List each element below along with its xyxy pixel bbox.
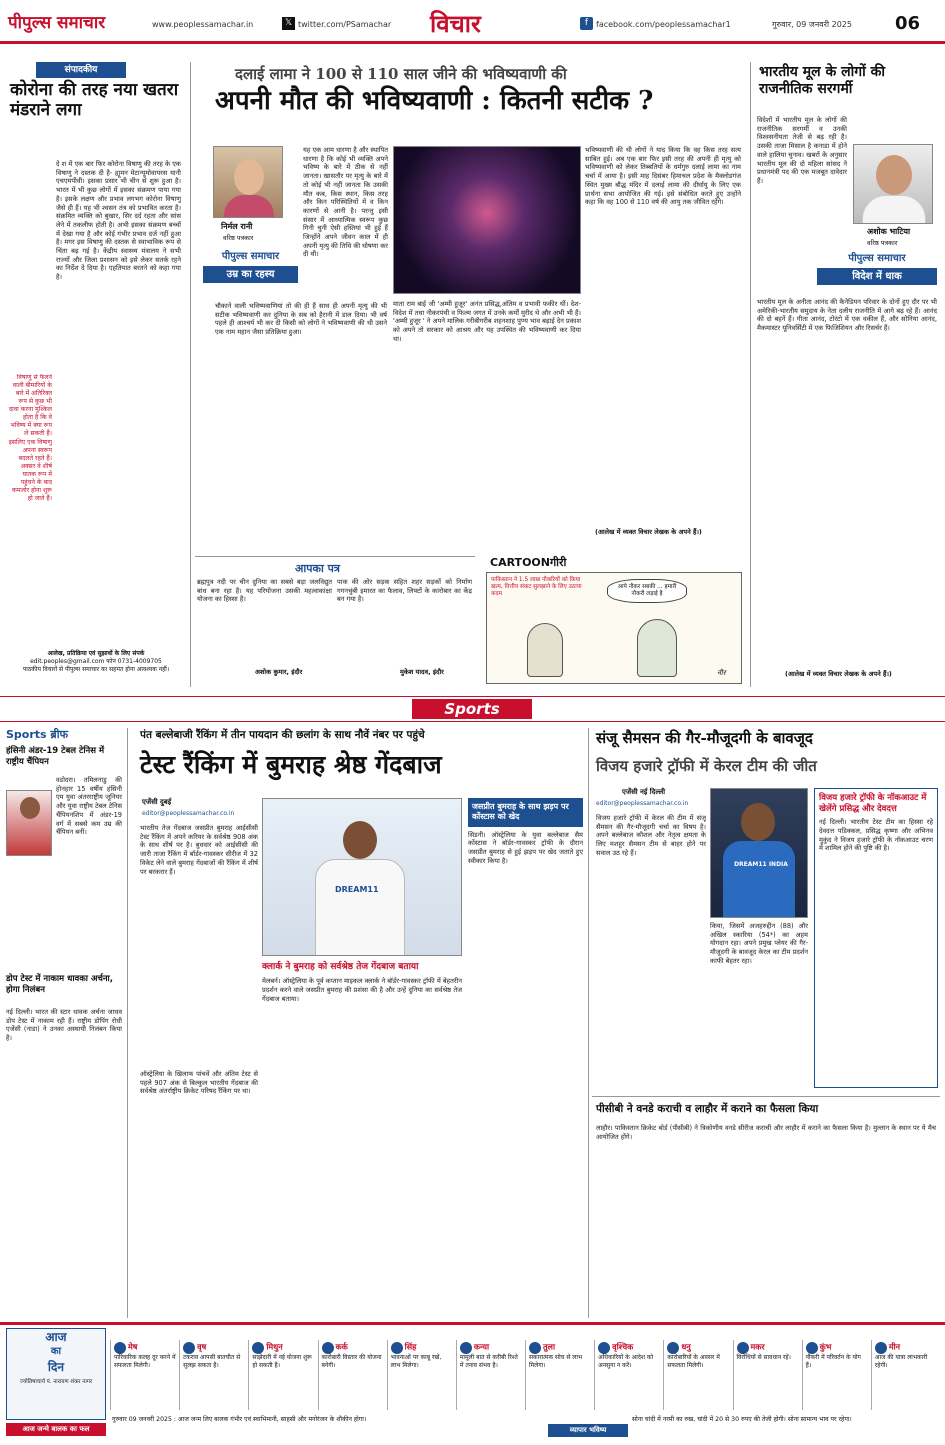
knockout-body: नई दिल्ली। भारतीय टेस्ट टीम का हिस्सा रहे देवदत्त पडिक्कल, प्रसिद्ध कृष्णा और अभिनव मुकुंद ने विजय हजारे ट्रॉफी के नॉकआउट चरण में शामिल होने की पुष्टि की है। — [819, 818, 933, 853]
zodiac-name: मीन — [888, 1342, 901, 1352]
cartoon-label: CARTOONगीरी — [490, 556, 567, 569]
market-text: सोना चांदी में नरमी का रुख, चांदी में 20 से 30 रुपए की तेजी होगी। सोना सामान्य भाव पर रहेगा। — [632, 1416, 852, 1423]
zodiac-cell — [663, 1340, 732, 1410]
diaspora-body1: विदेशों में भारतीय मूल के लोगों की राजनीतिक सरगर्मी व उनकी विश्वसनीयता तेजी से बढ़ रही है। उसकी ताजा मिसाल है कनाडा में होने वाले हालिया चुनाव। खबरों के अनुसार भारतीय मूल की दो महिला सांसद ने प्रधानमंत्री पद की एक मजबूत दावेदार हैं। — [757, 116, 847, 185]
sanju-body2: किया, जिसमें अजहरुद्दीन (88) और अखिल स्कारिया (54*) का अहम योगदान रहा। अपने प्रमुख प्लेयर की गैर-मौजूदगी के बावजूद केरल का टीम प्रदर्शन काफी बेहतर रहा। — [710, 922, 808, 965]
zodiac-text: कारोबारी विस्तार की योजना बनेगी। — [321, 1354, 382, 1369]
series-label: उम्र का रहस्य — [203, 266, 298, 284]
diaspora-headline: भारतीय मूल के लोगों की राजनीतिक सरगर्मी — [759, 64, 886, 97]
sanju-photo — [710, 788, 808, 918]
zodiac-name: कुंभ — [819, 1342, 832, 1352]
bumrah-inset — [262, 962, 462, 1202]
brief2-headline: डोप टेस्ट में नाकाम धावका अर्चना, होगा निलंबन — [6, 974, 113, 995]
main-author-note: (आलेख में व्यक्त विचार लेखक के अपने हैं।) — [595, 528, 702, 536]
horoscope-title-3: दिन — [47, 1359, 65, 1374]
website-link[interactable]: www.peoplessamachar.in — [152, 20, 254, 29]
cartoon-panel — [486, 572, 742, 684]
zodiac-cell — [110, 1340, 179, 1410]
zodiac-cell — [318, 1340, 387, 1410]
horoscope-title-2: का — [50, 1346, 62, 1358]
zodiac-name: मिथुन — [266, 1342, 283, 1352]
pcb-body: लाहौर। पाकिस्तान क्रिकेट बोर्ड (पीसीबी) ने त्रिकोणीय वनडे सीरीज कराची और लाहौर में कराने का फैसला किया है। मुल्तान के स्थान पर ये मैच आयोजित होंगे। — [596, 1124, 936, 1141]
sanju-jersey-text: DREAM11 INDIA — [734, 861, 788, 868]
diaspora-series-label: विदेश में धाक — [817, 268, 937, 286]
page-number: 06 — [895, 13, 921, 34]
main-headline: अपनी मौत की भविष्यवाणी : कितनी सटीक ? — [215, 86, 654, 116]
zodiac-name: सिंह — [404, 1342, 417, 1352]
cartoon-bubble: आये नौकर सबकी ... हमारी नौकरी लड़ाई है — [607, 579, 687, 603]
zodiac-cell — [525, 1340, 594, 1410]
brief1-headline: हंसिनी अंडर-19 टेबल टेनिस में राष्ट्रीय चैंपियन — [6, 746, 105, 767]
bumrah-body2: ऑस्ट्रेलिया के खिलाफ पांचवें और अंतिम टेस्ट से पहले 907 अंक से बिल्कुल भारतीय गेंदबाज की सर्वश्रेष्ठ अंतर्राष्ट्रीय क्रिकेट परिषद रैंकिंग पर था। — [140, 1070, 258, 1096]
editorial-headline: कोरोना की तरह नया खतरा मंडराने लगा — [10, 80, 179, 121]
x-icon: 𝕏 — [282, 17, 295, 30]
main-col4: भविष्यवाणी की थी लोगों ने याद किया कि वह किस तरह सत्य साबित हुई। अब एक बार फिर इसी तरह की अपनी ही मृत्यु को भविष्यवाणी को लेकर तिब्बतियों के धर्मगुरु दलाई लामा का नाम चर्चा में आया है। इसी माह दिसंबर हिमाचल प्रदेश के मैक्लोडगंज स्थित मुख्य बौद्ध मंदिर में दलाई लामा की दीर्घायु के लिए एक प्रार्थना सभा आयोजित की गई। इसे संबोधित करते हुए उन्होंने कहा कि वह 100 से 110 वर्ष की आयु तक जीवित रहेंगे। — [585, 146, 741, 207]
zodiac-cell — [456, 1340, 525, 1410]
zodiac-cell — [387, 1340, 456, 1410]
zodiac-text: भावनाओं पर काबू रखें, लाभ मिलेगा। — [390, 1354, 442, 1369]
cartoon-signature: नीर — [717, 669, 726, 677]
divider — [127, 728, 128, 1318]
birthday-label: आज जन्मे बालक का फल — [6, 1423, 106, 1436]
editorial-contact-email[interactable]: edit.peoples@gmail.com फोन 0731-4009705 — [30, 657, 162, 665]
daily-line: गुरुवार 09 जनवरी 2025 : आज जन्म लिए बालक गंभीर एवं स्वाभिमानी, साहसी और मनोरंजन के शौकीन होगा। — [112, 1416, 367, 1423]
cosmic-image — [393, 146, 581, 294]
letter-1: ब्रह्मपुत्र नदी पर चीन दुनिया का सबसे बड़ा जलविद्युत बांध बना रहा है। यह परियोजना उसकी महत्वाकांक्षा योजना का हिस्सा है। — [197, 578, 332, 604]
series-box — [203, 250, 298, 292]
brief-label: Sports ब्रीफ — [6, 728, 69, 741]
bumrah-article — [130, 726, 585, 1321]
sanju-byline: एजेंसी नई दिल्ली — [622, 788, 666, 796]
brief1-body: वडोदरा। तमिलनाडु की होनहार 15 वर्षीय हंसिनी एम युवा अंतरराष्ट्रीय जूनियर और युवा राष्ट्रीय टेबल टेनिस चैंपियनशिप में अंडर-19 वर्ग में सबसे कम उम्र की चैंपियन बनीं। — [56, 776, 122, 837]
sanju-article — [592, 726, 940, 1321]
bumrah-photo — [262, 798, 462, 956]
zodiac-icon — [667, 1342, 679, 1354]
diaspora-author-name: अशोक भाटिया — [867, 227, 911, 236]
zodiac-name: तुला — [543, 1342, 556, 1352]
zodiac-icon — [322, 1342, 334, 1354]
divider — [750, 62, 751, 687]
brand-logo: पीपुल्स समाचार — [8, 13, 106, 33]
zodiac-text: मामूली बात से करीबी रिश्ते में तनाव संभव है। — [459, 1354, 518, 1369]
cartoon-figure-2 — [637, 619, 677, 677]
konstas-headline: जसप्रीत बुमराह के साथ झड़प पर कोंस्टास को खेद — [468, 798, 583, 827]
zodiac-name: वृष — [197, 1342, 207, 1352]
astrologer-name: ज्योतिषाचार्य पं. नारायण शंकर नागर — [19, 1378, 93, 1385]
divider — [195, 556, 475, 557]
zodiac-name: धनु — [681, 1342, 691, 1352]
zodiac-icon — [391, 1342, 403, 1354]
zodiac-icon — [460, 1342, 472, 1354]
zodiac-text: टकराव आपसी बातचीत से सुलझ सकता है। — [183, 1354, 241, 1369]
letter-1-author: अशोक कुमार, इंदौर — [255, 668, 303, 676]
diaspora-body2: भारतीय मूल के अनीता आनंद की कैनेडियन परिवार के दोनों हुए दौर पर भी अमेरिकी-भारतीय समुदाय के नेता दलीय राजनीति में आगे बढ़ रहे हैं। आनंद की दो बहनें हैं। गीता आनंद, टोरंटो में एक वकील हैं, और सोनिया आनंद, मैकमास्टर यूनिवर्सिटी में एक फिजिशियन और रिसर्चर हैं। — [757, 298, 937, 333]
sanju-headline-1: संजू सैमसन की गैर-मौजूदगी के बावजूद — [596, 729, 813, 747]
editorial-section — [6, 62, 186, 687]
zodiac-cell — [802, 1340, 871, 1410]
zodiac-icon — [806, 1342, 818, 1354]
section-title: विचार — [430, 9, 481, 38]
zodiac-icon — [252, 1342, 264, 1354]
sanju-email[interactable]: editor@peoplessamachar.co.in — [596, 800, 689, 807]
author-name: निर्मल रानी — [221, 222, 253, 231]
author-title: वरिष्ठ पत्रकार — [223, 234, 254, 242]
zodiac-icon — [598, 1342, 610, 1354]
bumrah-byline: एजेंसी दुबई — [142, 798, 172, 806]
facebook-link[interactable]: facebook.com/peoplessamachar1 — [596, 20, 731, 29]
zodiac-text: सकारात्मक सोच से लाभ मिलेगा। — [529, 1354, 583, 1369]
zodiac-text: साझेदारी में नई योजना शुरू हो सकती है। — [252, 1354, 312, 1369]
editorial-footer — [6, 650, 186, 673]
masthead — [0, 0, 945, 44]
sanju-body1: विजय हजारे ट्रॉफी में केरल की टीम में संजू सैमसन की गैर-मौजूदगी चर्चा का विषय है। अपने बल्लेबाज कौशल और नेतृत्व क्षमता के लिए मशहूर सैमसन टीम से बाहर होने पर सवाल उठ रहे हैं। — [596, 814, 706, 857]
editorial-pullquote: विषाणु से फैलने वाली बीमारियों के बारे में अतिरिक्त रूप से कुछ भी दावा करना मुश्किल होता है कि वे भविष्य में क्या रूप ले सकती हैं। इसलिए एक विषाणु अपना स्वरूप बदलते रहते हैं। अक्सर वे शीर्ष घातक रूप में पहुंचने के बाद कमजोर होना शुरू हो जाते हैं। — [8, 374, 52, 502]
zodiac-name: मकर — [750, 1342, 765, 1352]
editorial-label: संपादकीय — [36, 62, 126, 78]
cartoon-figure-1 — [527, 623, 563, 677]
bumrah-body1: भारतीय तेज गेंदबाज जसप्रीत बुमराह आईसीसी टेस्ट रैंकिंग में अपने करियर के सर्वश्रेष्ठ 908 अंक के साथ शीर्ष पर है। बुधवार को आईसीसी की जारी ताजा रैंकिंग में बॉर्डर-गावस्कर सीरीज में 32 विकेट लेने वाले बुमराह गेंदबाजों की रैंकिंग में शीर्ष पर बरकरार हैं। — [140, 824, 258, 876]
zodiac-text: नौकरी में परिवर्तन के योग हैं। — [805, 1354, 861, 1369]
brief2-body: नई दिल्ली। भारत की स्टार धावक अर्चना जाधव डोप टेस्ट में नाकाम रही हैं। राष्ट्रीय डोपिंग रोधी एजेंसी (नाडा) ने उनका अस्थायी निलंबन किया है। — [6, 1008, 122, 1043]
horoscope-rule — [0, 1322, 945, 1325]
zodiac-name: वृश्चिक — [612, 1342, 634, 1352]
inset-body: मेलबर्न। ऑस्ट्रेलिया के पूर्व कप्तान माइकल क्लार्क ने बॉर्डर-गावस्कर ट्रॉफी में बेहतरीन प्रदर्शन करने वाले जसप्रीत बुमराह की प्रशंसा की है और उन्हें दुनिया का सर्वश्रेष्ठ तेज गेंदबाज बताया। — [262, 977, 462, 1003]
letter-2: पाक की ओर सड़क सहित शहर सड़कों को निर्माण गगनचुंबी इमारत का फैलाव, लिफ्टों के कारोबार का केंद्र बन गया है। — [337, 578, 472, 604]
divider — [190, 62, 191, 687]
diaspora-author-title: वरिष्ठ पत्रकार — [867, 239, 898, 247]
diaspora-series-brand: पीपुल्स समाचार — [848, 253, 906, 264]
facebook-icon: f — [580, 17, 593, 30]
zodiac-cell — [179, 1340, 248, 1410]
diaspora-author-note: (आलेख में व्यक्त विचार लेखक के अपने हैं।) — [785, 670, 892, 678]
horoscope-title-box — [6, 1328, 106, 1420]
horoscope-title-1: आज — [45, 1330, 67, 1344]
series-brand: पीपुल्स समाचार — [221, 251, 280, 262]
pcb-headline: पीसीबी ने वनडे कराची व लाहौर में कराने का फैसला किया — [596, 1103, 819, 1115]
zodiac-icon — [183, 1342, 195, 1354]
zodiac-text: कारोबारियों के अवसर में सफलता मिलेगी। — [667, 1354, 720, 1369]
konstas-box — [468, 798, 583, 1308]
bumrah-kicker: पंत बल्लेबाजी रैंकिंग में तीन पायदान की छलांग के साथ नौवें नंबर पर पहुंचे — [140, 729, 425, 741]
divider — [588, 728, 589, 1318]
letters-label: आपका पत्र — [295, 562, 340, 575]
editorial-disclaimer: पाठकीय विचारों से पीपुल्स समाचार का सहमत होना आवश्यक नहीं। — [22, 665, 170, 673]
bumrah-email[interactable]: editor@peoplessamachar.co.in — [142, 810, 235, 817]
zodiac-name: मेष — [128, 1342, 138, 1352]
main-col2: चौकाने वाली भविष्यवाणियां तो की ही हैं साथ ही अपनी मृत्यु की भी सटीक भविष्यवाणी कर दुनिया के सब को हैरानी में डाल दिया। भी वर्ष पहले ही आश्चर्य भी कर दी किसी को लोगों ने भविष्यवाणी की थी उसने एक नाम महान जैसा प्रतिक्रिया हुआ। — [215, 302, 387, 337]
market-label: व्यापार भविष्य — [548, 1424, 628, 1437]
zodiac-icon — [875, 1342, 887, 1354]
cartoon-section — [482, 556, 746, 686]
issue-date: गुरुवार, 09 जनवरी 2025 — [772, 20, 852, 29]
zodiac-text: पारिवारिक कलह दूर करने में सफलता मिलेगी। — [114, 1354, 176, 1369]
zodiac-icon — [737, 1342, 749, 1354]
author-photo — [213, 146, 283, 218]
letters-section — [195, 562, 475, 687]
cartoon-caption: पाकिस्तान ने 1.5 लाख नौकरियों को किया खत्म, वित्तीय संकट सुलझाने के लिए उठाया कदम — [491, 577, 582, 598]
main-col1: यह एक आम धारणा है और स्थापित धारणा है कि कोई भी व्यक्ति अपने भविष्य के बारे में ठीक से नहीं जानता। खासतौर पर मृत्यु के बारे में तो कोई भी नहीं जानता कि उसकी मौत कब, किस स्थान, किस तरह और किन परिस्थितियों में व किन कारणों से आनी है। परन्तु इसी संसार में आध्यात्मिक स्वरूप कुछ गिनी चुनी ऐसी हस्तियां भी हुई हैं जिन्होंने अपने जीवन काल में ही अपनी मृत्यु की तिथि की घोषणा कर दी थी। — [303, 146, 388, 259]
editorial-body: दे श में एक बार फिर कोरोना विषाणु की तरह के एक विषाणु ने दस्तक दी है- ह्यूमन मेटान्यूमोवायरस यानी एचएमपीवी। इसका प्रसार भी चीन से शुरू हुआ है। भारत में भी कुछ लोगों में इसका संक्रमण पाया गया है। इसके लक्षण और प्रभाव लगभग कोरोना विषाणु जैसे ही हैं। यह भी श्वसन तंत्र को प्रभावित करता है। संक्रमित व्यक्ति को बुखार, सिर दर्द रहता और सांस लेने में तकलीफ होती है। अभी इसका संक्रमण बच्चों में देखा गया है और कोई गंभीर प्रभाव दर्ज नहीं हुआ है। मगर इस विषाणु की दस्तक से स्वाभाविक रूप से चिंता बढ़ गई है। केंद्रीय स्वास्थ्य मंत्रालय ने सभी राज्यों और जिला प्रशासन को इसे लेकर सतर्क रहने का निर्देश दे दिया है। एहतियात बरतने को कहा गया है। — [56, 160, 181, 282]
zodiac-text: आज की यात्रा लाभकारी रहेगी। — [874, 1354, 928, 1369]
main-col3: माता राम बाई जी 'अम्मी हुजूर' अनंत प्रसिद्ध,अंतिम व प्रभावी फकीर थीं। देश-विदेश में तथा नीकरपंथी व फिल्म जगत में उनके कर्मों मुरीद थे और अभी भी हैं। 'अम्मी हुजूर ' ने अपने मालिक गरीबीगरीब शहनशाह पुण्य भाव बढ़ाई देन प्रकाश को अपने तो सरकार को आश्रय और यह उपस्थित की भविष्यवाणी कर दिया था। — [393, 300, 581, 343]
letter-2-author: मुकेश यादव, इंदौर — [400, 668, 444, 676]
zodiac-icon — [529, 1342, 541, 1354]
knockout-box — [814, 788, 938, 1088]
konstas-body: सिडनी। ऑस्ट्रेलिया के युवा बल्लेबाज सैम कोंस्टास ने बॉर्डर-गावस्कर ट्रॉफी के दौरान जसप्रीत बुमराह से हुई झड़प पर खेद जताते हुए स्वीकार किया है। — [468, 830, 583, 865]
diaspora-series-box — [817, 252, 937, 285]
sports-band-label: Sports — [412, 699, 532, 719]
sports-brief — [6, 728, 124, 1318]
inset-headline: क्लार्क ने बुमराह को सर्वश्रेष्ठ तेज गेंदबाज बताया — [262, 962, 419, 972]
twitter-link[interactable]: twitter.com/PSamachar — [298, 20, 392, 29]
divider — [592, 1096, 940, 1097]
zodiac-cell — [594, 1340, 663, 1410]
zodiac-text: विरोधियों से सावधान रहें। — [736, 1354, 791, 1361]
main-kicker: दलाई लामा ने 100 से 110 साल जीने की भविष्यवाणी की — [235, 65, 567, 83]
zodiac-cell — [871, 1340, 940, 1410]
zodiac-name: कन्या — [473, 1342, 490, 1352]
zodiac-name: कर्क — [335, 1342, 348, 1352]
zodiac-cell — [733, 1340, 802, 1410]
editorial-contact-label: आलेख, प्रतिक्रिया एवं सुझावों के लिए संपर्क — [47, 650, 145, 657]
zodiac-text: अधिकारियों के आदेश को अनसुना न करें। — [598, 1354, 654, 1369]
sanju-headline-2: विजय हजारे ट्रॉफी में केरल टीम की जीत — [596, 757, 817, 775]
diaspora-article — [755, 62, 940, 687]
diaspora-author-photo — [853, 144, 933, 224]
bumrah-headline: टेस्ट रैंकिंग में बुमराह श्रेष्ठ गेंदबाज — [140, 750, 442, 779]
zodiac-icon — [114, 1342, 126, 1354]
bumrah-jersey-text: DREAM11 — [335, 885, 379, 894]
sports-band — [0, 696, 945, 722]
zodiac-cell — [248, 1340, 317, 1410]
main-article — [195, 62, 745, 552]
knockout-headline: विजय हजारे ट्रॉफी के नॉकआउट में खेलेंगे प्रसिद्ध और देवदत्त — [819, 793, 927, 814]
